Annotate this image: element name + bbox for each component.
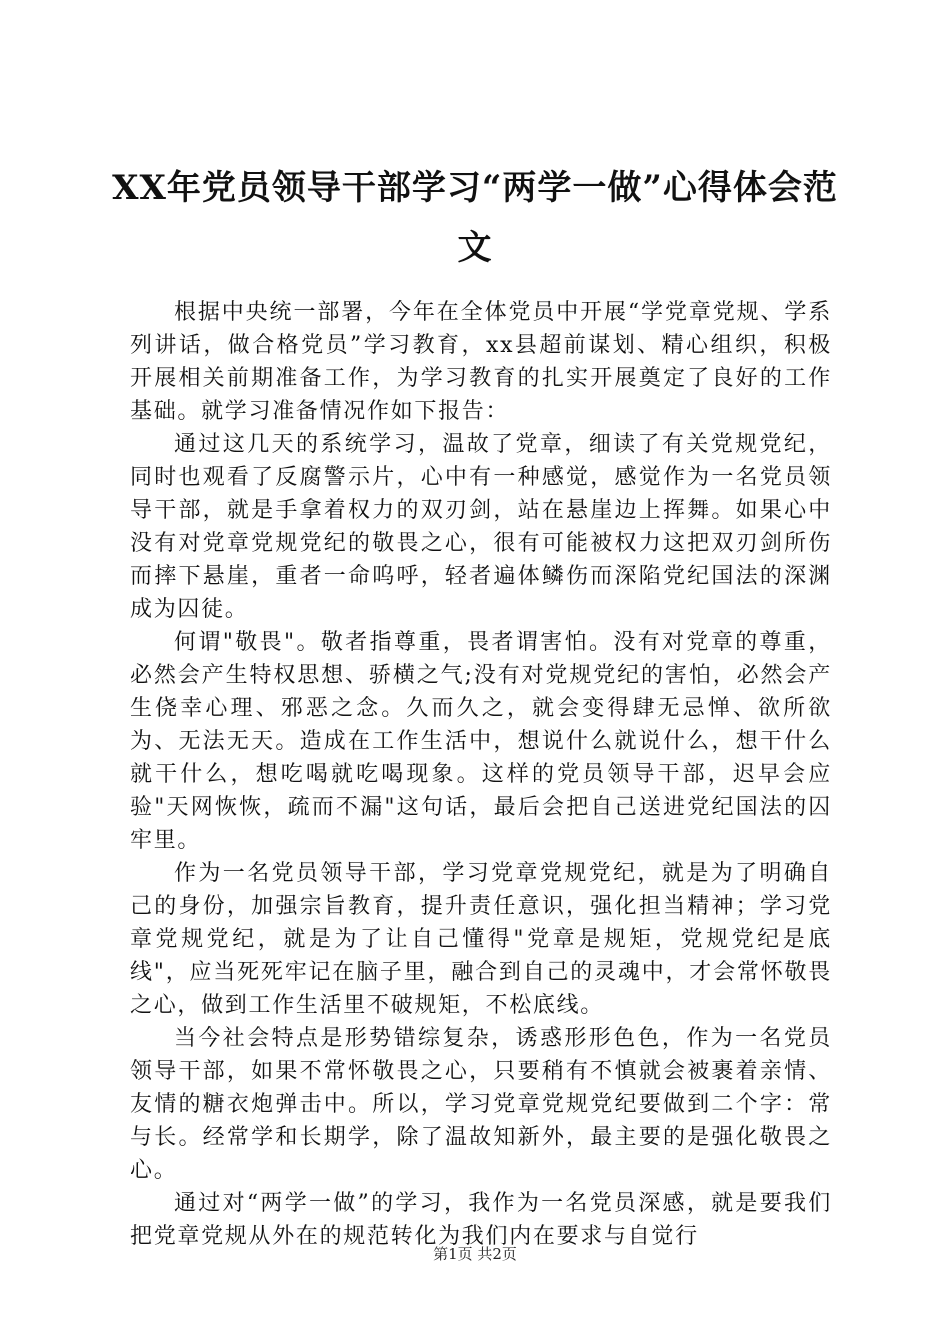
paragraph-2: 通过这几天的系统学习，温故了党章，细读了有关党规党纪，同时也观看了反腐警示片，心中有一种感觉，感觉作为一名党员领导干部，就是手拿着权力的双刃剑，站在悬崖边上挥舞。如果心中没有对党章党规党纪的敬畏之心，很有可能被权力这把双刃剑所伤而摔下悬崖，重者一命呜呼，轻者遍体鳞伤而深陷党纪国法的深渊成为囚徒。 xyxy=(130,432,832,622)
document-body xyxy=(130,296,832,1253)
page-footer: 第1页 共2页 xyxy=(433,1245,517,1263)
document-title: XX年党员领导干部学习“两学一做”心得体会范文 xyxy=(112,168,838,268)
paragraph-5: 当今社会特点是形势错综复杂，诱惑形形色色，作为一名党员领导干部，如果不常怀敬畏之心，只要稍有不慎就会被裹着亲情、友情的糖衣炮弹击中。所以，学习党章党规党纪要做到二个字：常与长。经常学和长期学，除了温故知新外，最主要的是强化敬畏之心。 xyxy=(130,1026,832,1183)
paragraph-1: 根据中央统一部署，今年在全体党员中开展“学党章党规、学系列讲话，做合格党员”学习教育，xx县超前谋划、精心组织，积极开展相关前期准备工作，为学习教育的扎实开展奠定了良好的工作基础。就学习准备情况作如下报告： xyxy=(130,300,832,424)
paragraph-3: 何谓"敬畏"。敬者指尊重，畏者谓害怕。没有对党章的尊重，必然会产生特权思想、骄横之气;没有对党规党纪的害怕，必然会产生侥幸心理、邪恶之念。久而久之，就会变得肆无忌惮、欲所欲为、无法无天。造成在工作生活中，想说什么就说什么，想干什么就干什么，想吃喝就吃喝现象。这样的党员领导干部，迟早会应验"天网恢恢，疏而不漏"这句话，最后会把自己送进党纪国法的囚牢里。 xyxy=(130,630,832,853)
paragraph-4: 作为一名党员领导干部，学习党章党规党纪，就是为了明确自己的身份，加强宗旨教育，提升责任意识，强化担当精神；学习党章党规党纪，就是为了让自己懂得"党章是规矩，党规党纪是底线"，应当死死牢记在脑子里，融合到自己的灵魂中，才会常怀敬畏之心，做到工作生活里不破规矩，不松底线。 xyxy=(130,861,832,1018)
paragraph-6: 通过对“两学一做”的学习，我作为一名党员深感，就是要我们把党章党规从外在的规范转化为我们内在要求与自觉行 xyxy=(130,1191,832,1249)
